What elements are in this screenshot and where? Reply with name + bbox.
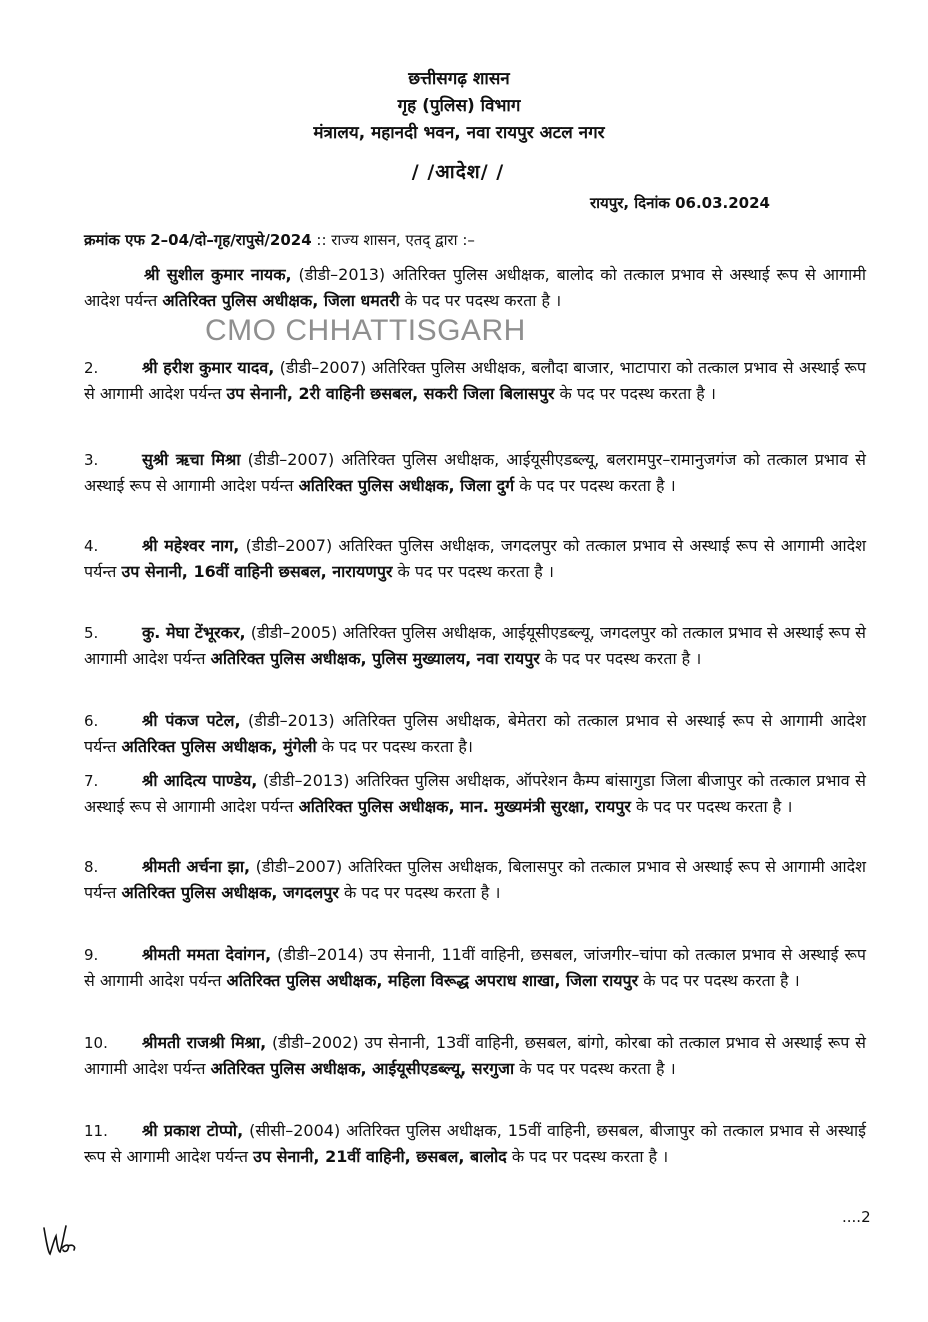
officer-name: श्री आदित्य पाण्डेय, [142,771,258,790]
new-posting: अतिरिक्त पुलिस अधीक्षक, मान. मुख्यमंत्री सुरक्षा, रायपुर [298,797,631,816]
posting-suffix: के पद पर पदस्थ करता है । [514,1059,676,1078]
posting-suffix: के पद पर पदस्थ करता है । [338,883,501,902]
paragraph-number: 7. [84,772,99,790]
posting-suffix: के पद पर पदस्थ करता है। [316,737,473,756]
officer-name: श्रीमती ममता देवांगन, [142,945,272,964]
reference-number: क्रमांक एफ 2–04/दो–गृह/रापुसे/2024 [84,231,312,249]
officer-name: श्री पंकज पटेल, [142,711,241,730]
posting-suffix: के पद पर पदस्थ करता है । [554,384,716,403]
officer-details: (डीडी–2013) अतिरिक्त पुलिस अधीक्षक, बालोद को तत्काल प्रभाव से अस्थाई रूप से आगामी आदेश पर्यन्त [84,265,866,310]
paragraph-number: 2. [84,359,99,377]
paragraph-number: 9. [84,946,99,964]
paragraph-number: 8. [84,858,99,876]
department-name: गृह (पुलिस) विभाग [397,96,521,116]
new-posting: अतिरिक्त पुलिस अधीक्षक, महिला विरूद्ध अपराध शाखा, जिला रायपुर [226,971,639,990]
posting-suffix: के पद पर पदस्थ करता है । [392,562,554,581]
order-paragraph-4 [84,533,866,585]
officer-details: (डीडी–2005) अतिरिक्त पुलिस अधीक्षक, आईयूसीएडब्ल्यू, जगदलपुर को तत्काल प्रभाव से अस्थाई रूप से आगामी आदेश पर्यन्त [84,623,866,668]
officer-name: कु. मेघा टेंभूरकर, [142,623,246,642]
posting-suffix: के पद पर पदस्थ करता है । [399,291,562,310]
officer-details: (डीडी–2013) अतिरिक्त पुलिस अधीक्षक, बेमेतरा को तत्काल प्रभाव से अस्थाई रूप से आगामी आदेश पर्यन्त [84,711,866,756]
officer-name: श्री प्रकाश टोप्पो, [142,1121,244,1140]
officer-details: (सीसी–2004) अतिरिक्त पुलिस अधीक्षक, 15वीं वाहिनी, छसबल, बीजापुर को तत्काल प्रभाव से अस्थाई रूप से आगामी आदेश पर्यन्त [84,1121,866,1166]
letterhead [0,66,928,147]
officer-details: (डीडी–2014) उप सेनानी, 11वीं वाहिनी, छसबल, जांजगीर–चांपा को तत्काल प्रभाव से अस्थाई रूप से आगामी आदेश पर्यन्त [84,945,866,990]
order-paragraph-11 [84,1118,866,1170]
officer-details: (डीडी–2002) उप सेनानी, 13वीं वाहिनी, छसबल, बांगो, कोरबा को तत्काल प्रभाव से अस्थाई रूप से आगामी आदेश पर्यन्त [84,1033,866,1078]
reference-text: :: राज्य शासन, एतद् द्वारा :– [316,231,475,249]
paragraph-number: 3. [84,451,99,469]
order-paragraph-7 [84,768,866,820]
watermark: CMO CHHATTISGARH [205,314,526,347]
order-paragraph-1 [84,262,866,314]
continued-page-marker: ....2 [842,1208,871,1226]
order-paragraph-10 [84,1030,866,1082]
officer-details: (डीडी–2007) अतिरिक्त पुलिस अधीक्षक, जगदलपुर को तत्काल प्रभाव से अस्थाई रूप से आगामी आदेश पर्यन्त [84,536,866,581]
new-posting: अतिरिक्त पुलिस अधीक्षक, जगदलपुर [121,883,339,902]
posting-suffix: के पद पर पदस्थ करता है । [539,649,702,668]
new-posting: अतिरिक्त पुलिस अधीक्षक, आईयूसीएडब्ल्यू, सरगुजा [210,1059,515,1078]
order-paragraph-9 [84,942,866,994]
officer-details: (डीडी–2013) अतिरिक्त पुलिस अधीक्षक, ऑपरेशन कैम्प बांसागुडा जिला बीजापुर को तत्काल प्रभाव से अस्थाई रूप से आगामी आदेश पर्यन्त [84,771,867,816]
new-posting: उप सेनानी, 21वीं वाहिनी, छसबल, बालोद [253,1147,507,1166]
officer-details: (डीडी–2007) अतिरिक्त पुलिस अधीक्षक, बलौदा बाजार, भाटापारा को तत्काल प्रभाव से अस्थाई रूप से आगामी आदेश पर्यन्त [84,358,867,403]
officer-name: श्री महेश्वर नाग, [142,536,240,555]
paragraph-number: 10. [84,1034,108,1052]
posting-suffix: के पद पर पदस्थ करता है । [630,797,793,816]
officer-name: श्रीमती अर्चना झा, [142,857,251,876]
paragraph-number: 5. [84,624,99,642]
order-title: / /आदेश/ / [411,161,505,183]
new-posting: अतिरिक्त पुलिस अधीक्षक, जिला दुर्ग [298,476,515,495]
paragraph-number: 6. [84,712,99,730]
order-paragraph-5 [84,620,866,672]
order-paragraph-6 [84,708,866,760]
new-posting: उप सेनानी, 2री वाहिनी छसबल, सकरी जिला बिलासपुर [226,384,555,403]
posting-suffix: के पद पर पदस्थ करता है । [514,476,676,495]
new-posting: अतिरिक्त पुलिस अधीक्षक, पुलिस मुख्यालय, नवा रायपुर [210,649,540,668]
place-date: रायपुर, दिनांक 06.03.2024 [590,194,770,212]
reference-line [84,230,475,250]
paragraph-number: 11. [84,1122,108,1140]
order-paragraph-8 [84,854,866,906]
officer-details: (डीडी–2007) अतिरिक्त पुलिस अधीक्षक, बिलासपुर को तत्काल प्रभाव से अस्थाई रूप से आगामी आदेश पर्यन्त [84,857,866,902]
new-posting: अतिरिक्त पुलिस अधीक्षक, मुंगेली [121,737,317,756]
officer-name: श्री सुशील कुमार नायक, [144,265,292,284]
posting-suffix: के पद पर पदस्थ करता है । [638,971,800,990]
posting-suffix: के पद पर पदस्थ करता है । [506,1147,669,1166]
officer-name: श्रीमती राजश्री मिश्रा, [142,1033,267,1052]
order-paragraph-2 [84,355,866,407]
officer-name: श्री हरीश कुमार यादव, [142,358,275,377]
paragraph-number: 4. [84,537,99,555]
government-name: छत्तीसगढ़ शासन [408,69,510,89]
officer-name: सुश्री ऋचा मिश्रा [142,450,241,469]
new-posting: अतिरिक्त पुलिस अधीक्षक, जिला धमतरी [162,291,400,310]
new-posting: उप सेनानी, 16वीं वाहिनी छसबल, नारायणपुर [121,562,393,581]
order-paragraph-3 [84,447,866,499]
signature-scribble [40,1218,80,1258]
officer-details: (डीडी–2007) अतिरिक्त पुलिस अधीक्षक, आईयूसीएडब्ल्यू, बलरामपुर–रामानुजगंज को तत्काल प्रभाव से अस्थाई रूप से आगामी आदेश पर्यन्त [84,450,866,495]
office-address: मंत्रालय, महानदी भवन, नवा रायपुर अटल नगर [313,123,605,143]
